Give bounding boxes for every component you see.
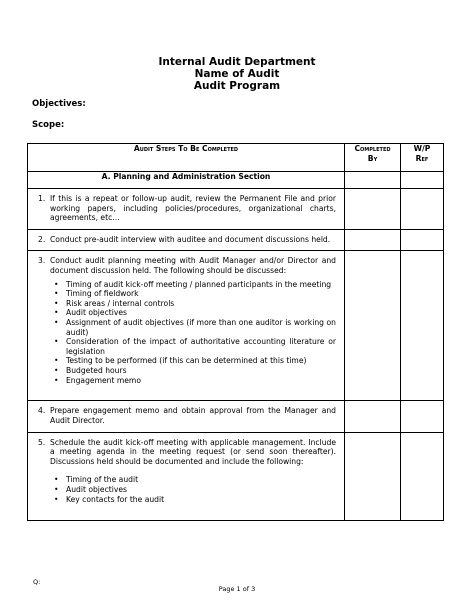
footer-path: Q: xyxy=(33,578,41,586)
step-bullet-list xyxy=(54,475,336,504)
completed-by-column-header xyxy=(345,144,401,172)
step-bullet-list xyxy=(54,280,336,386)
list-item: • Assignment of audit objectives (if more than one auditor is working on audit) xyxy=(54,318,336,337)
table-row xyxy=(28,229,444,251)
step-number: 5. xyxy=(38,437,46,447)
section-title: A. Planning and Administration Section xyxy=(28,172,345,189)
steps-column-header: Audit Steps To Be Completed xyxy=(28,144,345,172)
list-item: • Audit objectives xyxy=(54,485,336,495)
wp-ref-cell[interactable] xyxy=(401,189,444,230)
step-number: 3. xyxy=(38,256,46,266)
objectives-label: Objectives: xyxy=(32,99,86,109)
step-text: Schedule the audit kick-off meeting with applicable management. Include a meeting agenda in the meeting request (or send soon thereafter). Discussions held should be documented and include the following: xyxy=(50,437,336,466)
list-item: • Testing to be performed (if this can be determined at this time) xyxy=(54,356,336,366)
table-row xyxy=(28,401,444,432)
list-item: • Timing of the audit xyxy=(54,475,336,485)
wp-ref-cell[interactable] xyxy=(401,251,444,401)
completed-by-cell[interactable] xyxy=(345,432,401,520)
audit-steps-table xyxy=(27,143,444,521)
list-item: • Key contacts for the audit xyxy=(54,495,336,505)
list-item: • Risk areas / internal controls xyxy=(54,299,336,309)
section-wp-cell xyxy=(401,172,444,189)
wp-header-line2: Ref xyxy=(415,153,429,163)
step-number: 2. xyxy=(38,234,46,244)
step-number: 1. xyxy=(38,194,46,203)
wp-ref-cell[interactable] xyxy=(401,401,444,432)
step-cell xyxy=(28,189,345,230)
completed-header-line1: Completed xyxy=(354,144,391,153)
list-item: • Audit objectives xyxy=(54,308,336,318)
list-item: • Timing of audit kick-off meeting / planned participants in the meeting xyxy=(54,280,336,290)
step-text: Conduct pre-audit interview with auditee and document discussions held. xyxy=(50,234,331,244)
step-text: If this is a repeat or follow-up audit, review the Permanent File and prior working papers, including policies/procedures, organizational charts, agreements, etc… xyxy=(50,194,336,223)
step-cell xyxy=(28,251,345,401)
wp-header-line1: W/P xyxy=(413,144,431,153)
list-item: • Timing of fieldwork xyxy=(54,289,336,299)
completed-by-cell[interactable] xyxy=(345,229,401,251)
table-row xyxy=(28,432,444,520)
step-cell xyxy=(28,432,345,520)
completed-header-line2: By xyxy=(367,153,378,163)
wp-ref-column-header xyxy=(401,144,444,172)
completed-by-cell[interactable] xyxy=(345,189,401,230)
scope-label: Scope: xyxy=(32,120,65,130)
wp-ref-cell[interactable] xyxy=(401,229,444,251)
program-title: Audit Program xyxy=(193,80,281,92)
step-cell xyxy=(28,401,345,432)
page-number: Page 1 of 3 xyxy=(218,585,256,593)
table-row xyxy=(28,189,444,230)
step-text: Conduct audit planning meeting with Audit Manager and/or Director and document discussion held. The following should be discussed: xyxy=(50,256,336,275)
step-number: 4. xyxy=(38,406,46,416)
list-item: • Consideration of the impact of authoritative accounting literature or legislation xyxy=(54,337,336,356)
audit-name: Name of Audit xyxy=(194,68,280,80)
table-row xyxy=(28,251,444,401)
section-completed-cell xyxy=(345,172,401,189)
list-item: • Budgeted hours xyxy=(54,366,336,376)
step-cell xyxy=(28,229,345,251)
department-title: Internal Audit Department xyxy=(158,56,316,68)
section-row xyxy=(28,172,444,189)
completed-by-cell[interactable] xyxy=(345,251,401,401)
list-item: • Engagement memo xyxy=(54,376,336,386)
completed-by-cell[interactable] xyxy=(345,401,401,432)
step-text: Prepare engagement memo and obtain approval from the Manager and Audit Director. xyxy=(50,406,336,425)
table-header-row xyxy=(28,144,444,172)
wp-ref-cell[interactable] xyxy=(401,432,444,520)
